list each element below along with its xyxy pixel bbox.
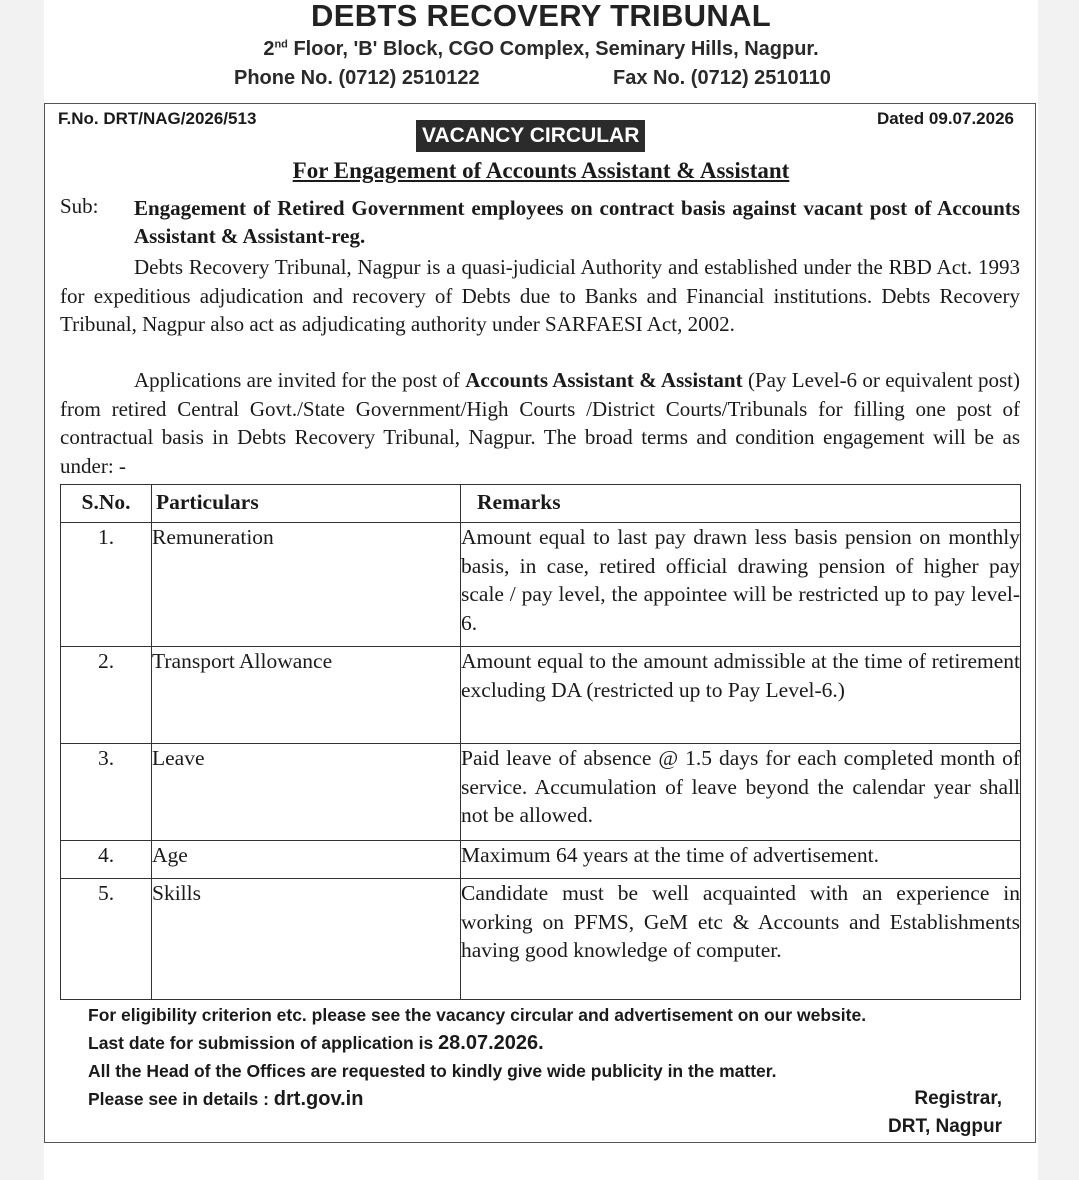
row-remark: Paid leave of absence @ 1.5 days for each completed month of service. Accumulation of leave beyond the calendar year shall not be allowed. xyxy=(461,744,1021,841)
publicity-note: All the Head of the Offices are requested to kindly give wide publicity in the matter. xyxy=(88,1061,777,1081)
row-sno: 3. xyxy=(61,744,152,841)
website-link[interactable]: drt.gov.in xyxy=(273,1088,364,1110)
subject-text: Engagement of Retired Government employees on contract basis against vacant post of Accounts Assistant & Assistant-reg. xyxy=(134,196,1020,248)
circular-date: Dated 09.07.2026 xyxy=(876,109,1014,128)
address-rest: Floor, 'B' Block, CGO Complex, Seminary Hills, Nagpur. xyxy=(287,38,819,60)
row-remark: Maximum 64 years at the time of advertisement. xyxy=(461,841,1021,879)
intro-paragraph: Debts Recovery Tribunal, Nagpur is a quasi-judicial Authority and established under the RBD Act. 1993 for expeditious adjudication and recovery of Debts due to Banks and Financial institutions. Debts Recovery Tribunal, Nagpur also act as adjudicating authority under SARFAESI Act, 2002. xyxy=(60,255,1020,336)
details-note xyxy=(88,1085,1018,1113)
last-date-text: Last date for submission of application is xyxy=(88,1033,439,1053)
address-floor-suffix: nd xyxy=(274,38,288,51)
applications-text-end: (Pay Level-6 or equivalent post) from retired Central Govt./State Government/High Courts /District Courts/Tribunals for filling one post of contractual basis in Debts Recovery Tribunal, Nagpur. The broad terms and condition engagement will be as under: - xyxy=(60,368,1021,478)
footer-notes xyxy=(88,1001,1018,1113)
document-page xyxy=(44,0,1038,1180)
vacancy-circular-badge: VACANCY CIRCULAR xyxy=(416,120,645,152)
row-particular: Age xyxy=(152,841,461,879)
table-row xyxy=(61,841,1021,879)
row-particular: Remuneration xyxy=(152,523,461,647)
row-remark: Candidate must be well acquainted with an experience in working on PFMS, GeM etc & Accounts and Establishments having good knowledge of computer. xyxy=(461,879,1021,1000)
row-sno: 2. xyxy=(61,647,152,744)
circular-heading xyxy=(44,158,1038,184)
table-row xyxy=(61,879,1021,1000)
signatory-block xyxy=(888,1085,1002,1141)
row-remark: Amount equal to the amount admissible at the time of retirement excluding DA (restricted up to Pay Level-6.) xyxy=(461,647,1021,744)
row-sno: 5. xyxy=(61,879,152,1000)
phone-number: Phone No. (0712) 2510122 xyxy=(234,67,480,89)
circular-heading-text: For Engagement of Accounts Assistant & Assistant xyxy=(292,158,790,183)
applications-paragraph xyxy=(60,366,1020,480)
row-particular: Skills xyxy=(152,879,461,1000)
row-sno: 4. xyxy=(61,841,152,879)
row-remark: Amount equal to last pay drawn less basis pension on monthly basis, in case, retired official drawing pension of higher pay scale / pay level, the appointee will be restricted up to pay level-6. xyxy=(461,523,1021,647)
applications-text-start: Applications are invited for the post of xyxy=(134,368,466,392)
last-date-value: 28.07.2026. xyxy=(438,1032,544,1054)
tribunal-address xyxy=(44,38,1038,61)
table-header-row xyxy=(61,485,1021,523)
table-row xyxy=(61,647,1021,744)
row-particular: Leave xyxy=(152,744,461,841)
signatory-office: DRT, Nagpur xyxy=(888,1116,1002,1137)
row-particular: Transport Allowance xyxy=(152,647,461,744)
tribunal-title: DEBTS RECOVERY TRIBUNAL xyxy=(311,0,771,33)
header-remarks: Remarks xyxy=(461,485,1021,523)
header-sno: S.No. xyxy=(61,485,152,523)
address-floor-number: 2 xyxy=(263,38,275,60)
subject-label: Sub: xyxy=(60,194,99,218)
details-text: Please see in details : xyxy=(88,1089,274,1109)
last-date-note xyxy=(88,1029,1018,1057)
eligibility-note: For eligibility criterion etc. please see the vacancy circular and advertisement on our website. xyxy=(88,1005,867,1025)
file-number: F.No. DRT/NAG/2026/513 xyxy=(58,109,257,128)
table-row xyxy=(61,523,1021,647)
terms-table xyxy=(60,484,1021,1000)
row-sno: 1. xyxy=(61,523,152,647)
post-name: Accounts Assistant & Assistant xyxy=(465,368,743,392)
fax-number: Fax No. (0712) 2510110 xyxy=(613,67,831,89)
signatory-title: Registrar, xyxy=(914,1088,1002,1109)
table-row xyxy=(61,744,1021,841)
header-particulars: Particulars xyxy=(152,485,461,523)
